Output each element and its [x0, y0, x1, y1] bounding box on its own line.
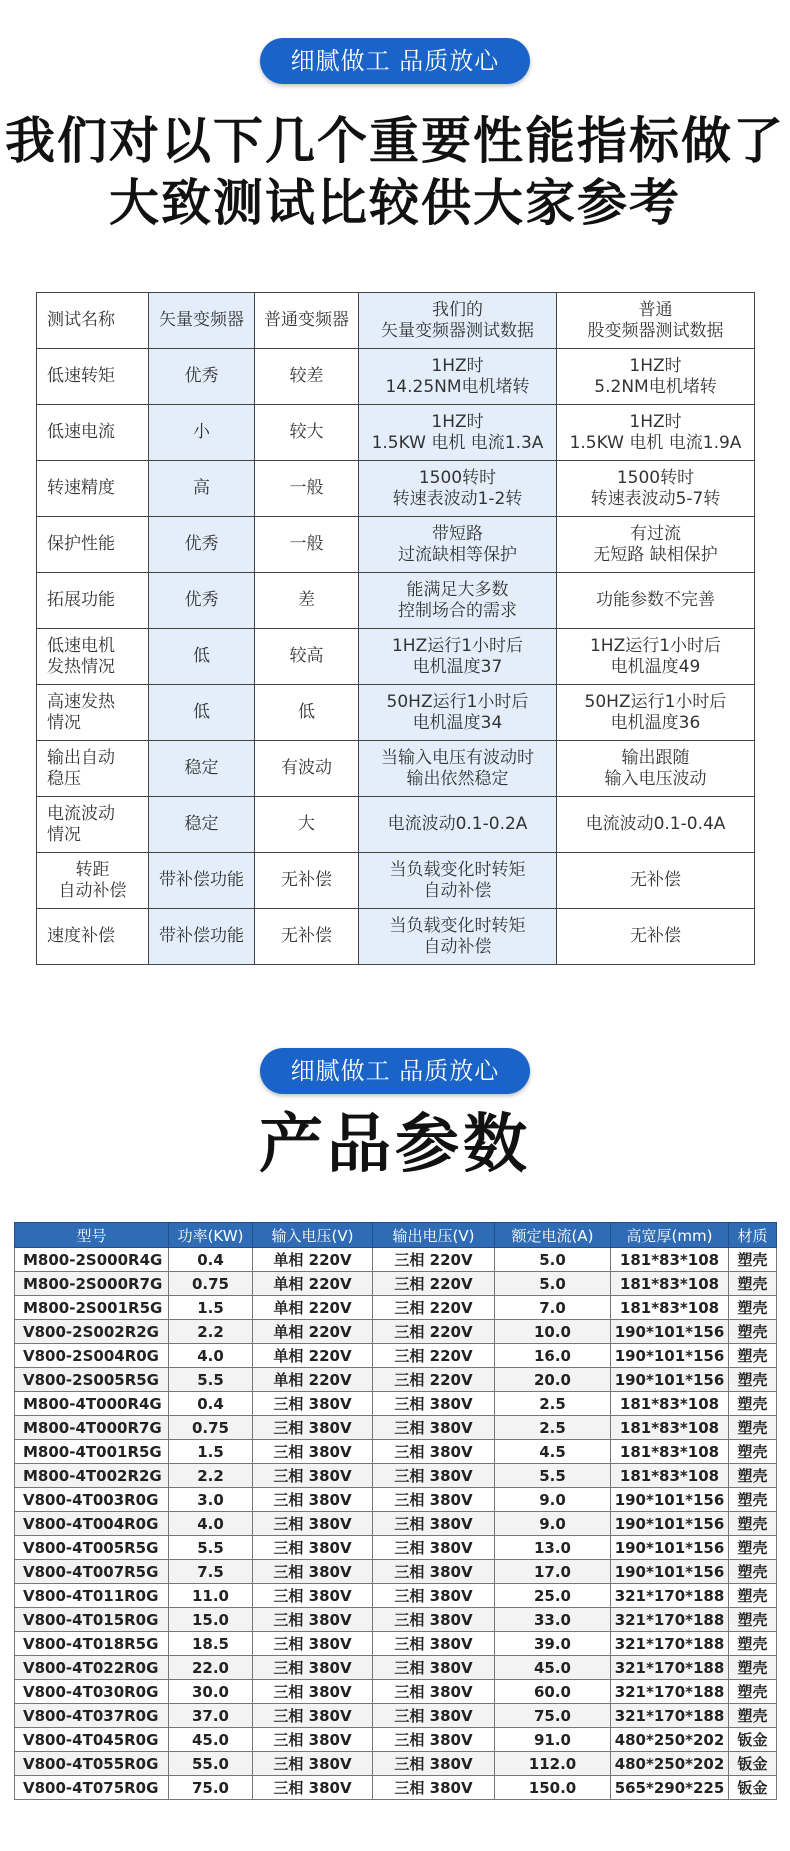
params-row [15, 1752, 777, 1776]
params-row [15, 1248, 777, 1272]
params-cell: 三相 380V [373, 1704, 495, 1728]
params-cell: 181*83*108 [611, 1248, 729, 1272]
params-row [15, 1368, 777, 1392]
params-cell: 三相 380V [253, 1632, 373, 1656]
params-cell: 190*101*156 [611, 1512, 729, 1536]
params-cell: 三相 220V [373, 1344, 495, 1368]
params-row [15, 1464, 777, 1488]
comparison-cell: 1HZ时 1.5KW 电机 电流1.9A [557, 405, 755, 461]
params-cell: 1.5 [169, 1296, 253, 1320]
params-cell: V800-4T015R0G [15, 1608, 169, 1632]
params-cell: 4.5 [495, 1440, 611, 1464]
params-cell: 三相 380V [373, 1752, 495, 1776]
params-cell: 三相 220V [373, 1248, 495, 1272]
params-cell: 塑壳 [729, 1344, 777, 1368]
comparison-cell: 当负载变化时转矩 自动补偿 [359, 909, 557, 965]
comparison-cell: 转距 自动补偿 [37, 853, 149, 909]
comparison-cell: 1HZ时 14.25NM电机堵转 [359, 349, 557, 405]
comparison-cell: 一般 [255, 461, 359, 517]
params-cell: 三相 380V [373, 1632, 495, 1656]
params-cell: 三相 380V [253, 1608, 373, 1632]
params-cell: 45.0 [169, 1728, 253, 1752]
params-row [15, 1728, 777, 1752]
params-cell: 18.5 [169, 1632, 253, 1656]
params-cell: V800-4T018R5G [15, 1632, 169, 1656]
params-cell: V800-2S004R0G [15, 1344, 169, 1368]
params-cell: 塑壳 [729, 1272, 777, 1296]
params-cell: 单相 220V [253, 1272, 373, 1296]
params-row [15, 1320, 777, 1344]
comparison-cell: 1500转时 转速表波动1-2转 [359, 461, 557, 517]
params-cell: 75.0 [495, 1704, 611, 1728]
comparison-row [37, 797, 755, 853]
comparison-cell: 低 [149, 685, 255, 741]
params-cell: 三相 380V [373, 1656, 495, 1680]
params-cell: 三相 380V [253, 1536, 373, 1560]
comparison-table [36, 292, 755, 965]
comparison-row [37, 405, 755, 461]
comparison-cell: 无补偿 [557, 853, 755, 909]
params-cell: V800-4T022R0G [15, 1656, 169, 1680]
params-cell: 三相 380V [373, 1680, 495, 1704]
params-row [15, 1776, 777, 1800]
params-cell: 三相 220V [373, 1272, 495, 1296]
params-cell: M800-2S000R4G [15, 1248, 169, 1272]
comparison-header-cell: 矢量变频器 [149, 293, 255, 349]
comparison-cell: 1HZ运行1小时后 电机温度49 [557, 629, 755, 685]
comparison-cell: 低速电流 [37, 405, 149, 461]
params-cell: 16.0 [495, 1344, 611, 1368]
params-cell: 三相 220V [373, 1296, 495, 1320]
params-cell: 13.0 [495, 1536, 611, 1560]
comparison-cell: 输出跟随 输入电压波动 [557, 741, 755, 797]
params-cell: 2.2 [169, 1320, 253, 1344]
params-cell: 三相 380V [373, 1560, 495, 1584]
comparison-cell: 带补偿功能 [149, 853, 255, 909]
comparison-row [37, 741, 755, 797]
params-cell: 181*83*108 [611, 1416, 729, 1440]
params-cell: 190*101*156 [611, 1344, 729, 1368]
comparison-cell: 50HZ运行1小时后 电机温度34 [359, 685, 557, 741]
params-cell: 181*83*108 [611, 1464, 729, 1488]
params-cell: 190*101*156 [611, 1560, 729, 1584]
comparison-header-cell: 普通 股变频器测试数据 [557, 293, 755, 349]
params-row [15, 1632, 777, 1656]
params-cell: M800-4T000R7G [15, 1416, 169, 1440]
params-row [15, 1704, 777, 1728]
params-cell: 三相 380V [253, 1680, 373, 1704]
comparison-cell: 带补偿功能 [149, 909, 255, 965]
params-cell: 三相 380V [373, 1584, 495, 1608]
comparison-cell: 保护性能 [37, 517, 149, 573]
comparison-cell: 低速转矩 [37, 349, 149, 405]
comparison-cell: 高 [149, 461, 255, 517]
params-cell: 单相 220V [253, 1248, 373, 1272]
comparison-cell: 高速发热 情况 [37, 685, 149, 741]
params-cell: 112.0 [495, 1752, 611, 1776]
params-header-cell: 输出电压(V) [373, 1223, 495, 1248]
params-cell: M800-2S001R5G [15, 1296, 169, 1320]
params-cell: 7.0 [495, 1296, 611, 1320]
params-cell: 321*170*188 [611, 1584, 729, 1608]
params-cell: V800-4T045R0G [15, 1728, 169, 1752]
comparison-row [37, 853, 755, 909]
params-header-cell: 材质 [729, 1223, 777, 1248]
params-cell: 565*290*225 [611, 1776, 729, 1800]
params-header-cell: 额定电流(A) [495, 1223, 611, 1248]
params-cell: 15.0 [169, 1608, 253, 1632]
params-cell: 三相 380V [253, 1776, 373, 1800]
params-cell: 321*170*188 [611, 1656, 729, 1680]
params-cell: 190*101*156 [611, 1368, 729, 1392]
params-cell: 塑壳 [729, 1680, 777, 1704]
params-cell: 480*250*202 [611, 1752, 729, 1776]
params-cell: 181*83*108 [611, 1296, 729, 1320]
comparison-cell: 无补偿 [557, 909, 755, 965]
comparison-cell: 电流波动0.1-0.4A [557, 797, 755, 853]
comparison-cell: 速度补偿 [37, 909, 149, 965]
params-cell: 三相 380V [373, 1488, 495, 1512]
params-cell: 33.0 [495, 1608, 611, 1632]
params-cell: 三相 380V [253, 1416, 373, 1440]
params-cell: 三相 380V [253, 1584, 373, 1608]
comparison-cell: 无补偿 [255, 853, 359, 909]
params-row [15, 1296, 777, 1320]
params-cell: 三相 380V [373, 1728, 495, 1752]
comparison-cell: 1HZ时 5.2NM电机堵转 [557, 349, 755, 405]
comparison-header-cell: 我们的 矢量变频器测试数据 [359, 293, 557, 349]
comparison-cell: 较大 [255, 405, 359, 461]
params-cell: 塑壳 [729, 1536, 777, 1560]
params-cell: 2.5 [495, 1392, 611, 1416]
params-cell: 37.0 [169, 1704, 253, 1728]
params-cell: 5.5 [495, 1464, 611, 1488]
comparison-row [37, 517, 755, 573]
params-cell: 2.5 [495, 1416, 611, 1440]
params-cell: 三相 380V [373, 1776, 495, 1800]
params-cell: 22.0 [169, 1656, 253, 1680]
params-cell: V800-4T030R0G [15, 1680, 169, 1704]
params-cell: 三相 380V [373, 1512, 495, 1536]
page-headline [0, 110, 790, 234]
comparison-row [37, 629, 755, 685]
comparison-cell: 当负载变化时转矩 自动补偿 [359, 853, 557, 909]
comparison-cell: 输出自动 稳压 [37, 741, 149, 797]
params-row [15, 1680, 777, 1704]
comparison-cell: 电流波动 情况 [37, 797, 149, 853]
params-row [15, 1488, 777, 1512]
params-cell: 3.0 [169, 1488, 253, 1512]
params-cell: 三相 380V [253, 1512, 373, 1536]
params-cell: M800-4T001R5G [15, 1440, 169, 1464]
comparison-cell: 当输入电压有波动时 输出依然稳定 [359, 741, 557, 797]
params-row [15, 1608, 777, 1632]
params-cell: 单相 220V [253, 1368, 373, 1392]
params-cell: 钣金 [729, 1776, 777, 1800]
params-cell: 塑壳 [729, 1560, 777, 1584]
params-cell: 190*101*156 [611, 1488, 729, 1512]
params-cell: 45.0 [495, 1656, 611, 1680]
params-row [15, 1536, 777, 1560]
comparison-cell: 优秀 [149, 573, 255, 629]
params-cell: 钣金 [729, 1752, 777, 1776]
params-cell: 单相 220V [253, 1296, 373, 1320]
params-cell: 190*101*156 [611, 1536, 729, 1560]
params-cell: 塑壳 [729, 1584, 777, 1608]
params-cell: 三相 380V [253, 1704, 373, 1728]
params-row [15, 1512, 777, 1536]
params-cell: 0.4 [169, 1248, 253, 1272]
headline-line-2: 大致测试比较供大家参考 [109, 174, 681, 232]
params-cell: 塑壳 [729, 1464, 777, 1488]
params-cell: 7.5 [169, 1560, 253, 1584]
params-cell: 三相 380V [253, 1752, 373, 1776]
params-cell: 4.0 [169, 1344, 253, 1368]
params-cell: 150.0 [495, 1776, 611, 1800]
params-table [14, 1222, 777, 1800]
params-cell: 181*83*108 [611, 1392, 729, 1416]
params-cell: M800-2S000R7G [15, 1272, 169, 1296]
params-cell: 三相 380V [373, 1608, 495, 1632]
params-cell: M800-4T000R4G [15, 1392, 169, 1416]
params-cell: V800-4T005R5G [15, 1536, 169, 1560]
params-cell: 75.0 [169, 1776, 253, 1800]
params-cell: 321*170*188 [611, 1680, 729, 1704]
params-cell: 三相 380V [373, 1440, 495, 1464]
params-cell: 塑壳 [729, 1440, 777, 1464]
comparison-cell: 小 [149, 405, 255, 461]
params-cell: 三相 380V [253, 1488, 373, 1512]
params-header-cell: 型号 [15, 1223, 169, 1248]
params-cell: 塑壳 [729, 1632, 777, 1656]
params-cell: 钣金 [729, 1728, 777, 1752]
params-cell: 0.75 [169, 1416, 253, 1440]
params-cell: V800-4T011R0G [15, 1584, 169, 1608]
params-cell: 塑壳 [729, 1512, 777, 1536]
params-cell: 三相 380V [373, 1536, 495, 1560]
params-cell: 三相 380V [253, 1464, 373, 1488]
comparison-header-cell: 测试名称 [37, 293, 149, 349]
comparison-cell: 差 [255, 573, 359, 629]
params-cell: 塑壳 [729, 1704, 777, 1728]
params-header-cell: 高宽厚(mm) [611, 1223, 729, 1248]
params-cell: 55.0 [169, 1752, 253, 1776]
params-cell: 60.0 [495, 1680, 611, 1704]
comparison-header-cell: 普通变频器 [255, 293, 359, 349]
comparison-cell: 无补偿 [255, 909, 359, 965]
comparison-cell: 功能参数不完善 [557, 573, 755, 629]
headline-line-1: 我们对以下几个重要性能指标做了 [5, 112, 785, 170]
params-cell: 三相 220V [373, 1320, 495, 1344]
params-cell: 塑壳 [729, 1296, 777, 1320]
params-cell: V800-2S005R5G [15, 1368, 169, 1392]
params-cell: 塑壳 [729, 1392, 777, 1416]
params-cell: 1.5 [169, 1440, 253, 1464]
params-cell: 30.0 [169, 1680, 253, 1704]
params-cell: 9.0 [495, 1512, 611, 1536]
params-header-cell: 输入电压(V) [253, 1223, 373, 1248]
comparison-row [37, 909, 755, 965]
params-cell: 20.0 [495, 1368, 611, 1392]
params-cell: 三相 380V [373, 1416, 495, 1440]
params-header-cell: 功率(KW) [169, 1223, 253, 1248]
comparison-cell: 有波动 [255, 741, 359, 797]
comparison-cell: 低速电机 发热情况 [37, 629, 149, 685]
params-cell: V800-4T075R0G [15, 1776, 169, 1800]
comparison-cell: 稳定 [149, 797, 255, 853]
comparison-cell: 50HZ运行1小时后 电机温度36 [557, 685, 755, 741]
params-cell: 17.0 [495, 1560, 611, 1584]
params-cell: 三相 380V [373, 1464, 495, 1488]
comparison-cell: 稳定 [149, 741, 255, 797]
quality-banner-bottom: 细腻做工 品质放心 [260, 1048, 530, 1094]
params-cell: 三相 380V [373, 1392, 495, 1416]
params-cell: 480*250*202 [611, 1728, 729, 1752]
params-cell: 321*170*188 [611, 1632, 729, 1656]
comparison-cell: 大 [255, 797, 359, 853]
comparison-cell: 优秀 [149, 517, 255, 573]
comparison-cell: 1HZ时 1.5KW 电机 电流1.3A [359, 405, 557, 461]
comparison-header-row [37, 293, 755, 349]
params-cell: 2.2 [169, 1464, 253, 1488]
params-cell: 39.0 [495, 1632, 611, 1656]
params-row [15, 1656, 777, 1680]
comparison-cell: 拓展功能 [37, 573, 149, 629]
comparison-row [37, 461, 755, 517]
params-cell: 10.0 [495, 1320, 611, 1344]
params-cell: 三相 380V [253, 1560, 373, 1584]
params-cell: 5.5 [169, 1536, 253, 1560]
comparison-cell: 电流波动0.1-0.2A [359, 797, 557, 853]
params-cell: 塑壳 [729, 1320, 777, 1344]
comparison-cell: 较差 [255, 349, 359, 405]
comparison-cell: 1HZ运行1小时后 电机温度37 [359, 629, 557, 685]
comparison-cell: 带短路 过流缺相等保护 [359, 517, 557, 573]
params-cell: V800-4T004R0G [15, 1512, 169, 1536]
params-cell: 181*83*108 [611, 1272, 729, 1296]
params-cell: 塑壳 [729, 1488, 777, 1512]
comparison-cell: 优秀 [149, 349, 255, 405]
params-row [15, 1440, 777, 1464]
params-cell: 91.0 [495, 1728, 611, 1752]
comparison-cell: 低 [149, 629, 255, 685]
params-cell: V800-4T055R0G [15, 1752, 169, 1776]
comparison-cell: 低 [255, 685, 359, 741]
params-cell: 0.75 [169, 1272, 253, 1296]
params-cell: 塑壳 [729, 1248, 777, 1272]
params-cell: V800-4T037R0G [15, 1704, 169, 1728]
quality-banner-top: 细腻做工 品质放心 [260, 38, 530, 84]
params-cell: 4.0 [169, 1512, 253, 1536]
params-title: 产品参数 [259, 1108, 531, 1182]
comparison-cell: 较高 [255, 629, 359, 685]
params-cell: V800-4T007R5G [15, 1560, 169, 1584]
params-row [15, 1272, 777, 1296]
params-cell: 190*101*156 [611, 1320, 729, 1344]
params-cell: V800-4T003R0G [15, 1488, 169, 1512]
params-cell: 塑壳 [729, 1608, 777, 1632]
params-cell: 0.4 [169, 1392, 253, 1416]
comparison-row [37, 349, 755, 405]
params-cell: 25.0 [495, 1584, 611, 1608]
comparison-cell: 有过流 无短路 缺相保护 [557, 517, 755, 573]
comparison-cell: 能满足大多数 控制场合的需求 [359, 573, 557, 629]
params-cell: 5.0 [495, 1248, 611, 1272]
params-row [15, 1560, 777, 1584]
params-cell: 塑壳 [729, 1368, 777, 1392]
comparison-cell: 转速精度 [37, 461, 149, 517]
params-cell: M800-4T002R2G [15, 1464, 169, 1488]
comparison-row [37, 685, 755, 741]
params-cell: 11.0 [169, 1584, 253, 1608]
params-cell: 321*170*188 [611, 1704, 729, 1728]
params-cell: 9.0 [495, 1488, 611, 1512]
params-cell: 181*83*108 [611, 1440, 729, 1464]
comparison-row [37, 573, 755, 629]
params-cell: 5.0 [495, 1272, 611, 1296]
params-cell: V800-2S002R2G [15, 1320, 169, 1344]
params-cell: 三相 380V [253, 1440, 373, 1464]
params-header-row [15, 1223, 777, 1248]
params-row [15, 1392, 777, 1416]
comparison-cell: 1500转时 转速表波动5-7转 [557, 461, 755, 517]
params-cell: 三相 380V [253, 1728, 373, 1752]
params-row [15, 1416, 777, 1440]
params-cell: 塑壳 [729, 1656, 777, 1680]
params-cell: 塑壳 [729, 1416, 777, 1440]
params-cell: 单相 220V [253, 1320, 373, 1344]
comparison-cell: 一般 [255, 517, 359, 573]
params-row [15, 1344, 777, 1368]
params-cell: 321*170*188 [611, 1608, 729, 1632]
params-cell: 三相 380V [253, 1392, 373, 1416]
params-cell: 单相 220V [253, 1344, 373, 1368]
params-cell: 三相 220V [373, 1368, 495, 1392]
params-row [15, 1584, 777, 1608]
params-cell: 三相 380V [253, 1656, 373, 1680]
params-cell: 5.5 [169, 1368, 253, 1392]
